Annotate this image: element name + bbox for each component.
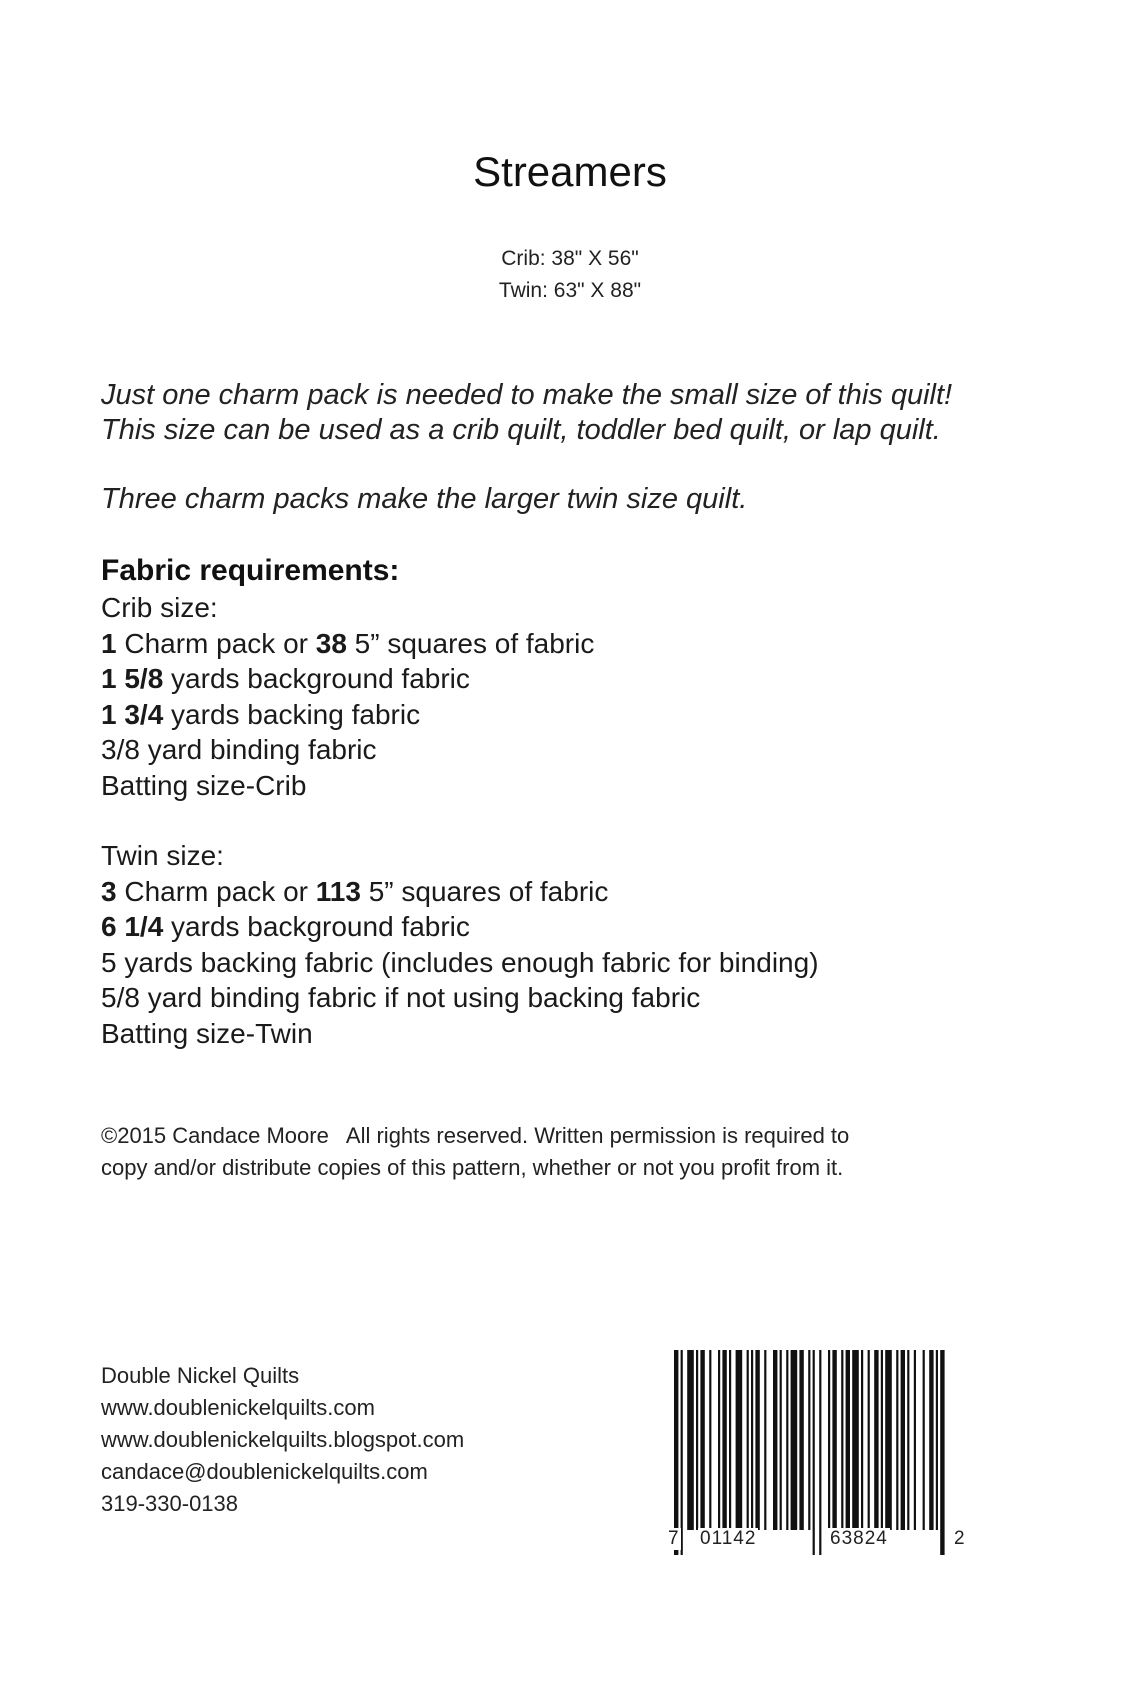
intro-line-1: Just one charm pack is needed to make the small size of this quilt! (101, 379, 953, 411)
barcode-bar (747, 1350, 749, 1530)
pattern-title: Streamers (473, 148, 667, 195)
barcode-bar (773, 1350, 777, 1530)
barcode-bar (936, 1350, 938, 1530)
list-item (101, 697, 1061, 733)
barcode-bar (786, 1350, 788, 1530)
barcode-number (668, 1528, 965, 1558)
barcode-bar (729, 1350, 731, 1530)
barcode-bar (868, 1350, 870, 1530)
item-text: Charm pack or (116, 627, 316, 659)
barcode-bar (687, 1350, 694, 1530)
intro-paragraph-1 (101, 378, 1061, 448)
barcode-bar (736, 1350, 743, 1530)
barcode-bar (881, 1350, 883, 1530)
copyright-line-2: copy and/or distribute copies of this pattern, whether or not you profit from it. (101, 1155, 844, 1180)
list-item (101, 626, 1061, 662)
barcode-bar (923, 1350, 925, 1530)
twin-size-label: Twin size: (101, 840, 224, 871)
company-name: Double Nickel Quilts (101, 1363, 300, 1388)
copyright-line-1: ©2015 Candace Moore All rights reserved. Written permission is required to (101, 1123, 850, 1148)
list-item: Batting size-Crib (101, 769, 307, 801)
quantity: 38 (315, 627, 347, 659)
crib-size-label: Crib size: (101, 592, 218, 623)
barcode-bar (674, 1350, 678, 1555)
barcode-bar (791, 1350, 798, 1530)
barcode-bar (755, 1350, 759, 1530)
barcode-bar (819, 1350, 821, 1555)
barcode-bar (808, 1350, 810, 1530)
barcode-bar (696, 1350, 698, 1530)
barcode-trailing-digit: 2 (954, 1528, 965, 1549)
barcode-bar (874, 1350, 878, 1530)
barcode-bar (940, 1350, 944, 1555)
barcode-leading-digit: 7 (668, 1528, 679, 1549)
barcode-bar (846, 1350, 850, 1530)
item-text: yards background fabric (163, 911, 470, 942)
list-item: 3/8 yard binding fabric (101, 734, 377, 765)
intro-paragraph-2: Three charm packs make the larger twin size quilt. (101, 483, 748, 515)
twin-dimensions: Twin: 63" X 88" (498, 279, 642, 302)
quantity: 6 1/4 (101, 911, 164, 942)
list-item (101, 909, 1061, 945)
list-item (101, 661, 1061, 697)
barcode-bar (885, 1350, 892, 1530)
barcode-bar (896, 1350, 898, 1530)
list-item: 5 yards backing fabric (includes enough fabric for binding) (101, 946, 819, 978)
barcode-bar (929, 1350, 933, 1530)
barcode-bar (764, 1350, 766, 1530)
quantity: 1 5/8 (101, 663, 164, 694)
quilt-sizes (0, 243, 1140, 307)
barcode-bar (841, 1350, 843, 1530)
contact-info (101, 1360, 464, 1520)
barcode-bar (852, 1350, 859, 1530)
intro-text (101, 378, 1061, 517)
item-text: yards backing fabric (163, 698, 421, 730)
crib-requirements (101, 590, 1061, 803)
quantity: 1 (101, 627, 117, 659)
barcode-bar (718, 1350, 720, 1530)
list-item: Batting size-Twin (101, 1017, 313, 1049)
barcode-bar (751, 1350, 753, 1530)
blog-link[interactable]: www.doublenickelquilts.blogspot.com (101, 1427, 465, 1452)
barcode-bar (907, 1350, 909, 1530)
barcode-bar (813, 1350, 815, 1555)
phone-number: 319-330-0138 (101, 1491, 239, 1516)
intro-line-2: This size can be used as a crib quilt, toddler bed quilt, or lap quilt. (101, 414, 941, 446)
barcode-bar (709, 1350, 711, 1530)
barcode-bar (914, 1350, 916, 1530)
barcode-bar (799, 1350, 803, 1530)
crib-dimensions: Crib: 38" X 56" (501, 247, 639, 270)
quantity: 3 (101, 875, 117, 907)
email-link[interactable]: candace@doublenickelquilts.com (101, 1459, 428, 1484)
barcode-group-1: 01142 (700, 1528, 757, 1549)
item-text: 5” squares of fabric (346, 627, 595, 659)
copyright-notice (101, 1120, 1061, 1184)
barcode-bar (722, 1350, 726, 1530)
barcode-bar (700, 1350, 704, 1530)
list-item (101, 874, 1061, 910)
list-item: 5/8 yard binding fabric if not using backing fabric (101, 982, 701, 1013)
barcode-icon (670, 1350, 960, 1555)
website-link[interactable]: www.doublenickelquilts.com (101, 1395, 375, 1420)
twin-requirements (101, 838, 1061, 1051)
item-text: 5” squares of fabric (360, 875, 609, 907)
barcode-bar (901, 1350, 905, 1530)
item-text: yards background fabric (163, 663, 470, 694)
barcode-bar (832, 1350, 836, 1530)
fabric-requirements-heading: Fabric requirements: (101, 554, 400, 587)
barcode-bar (861, 1350, 863, 1530)
barcode-bar (780, 1350, 782, 1530)
quantity: 113 (315, 875, 361, 907)
barcode-bar (828, 1350, 830, 1530)
barcode-bar (681, 1350, 683, 1555)
item-text: Charm pack or (116, 875, 316, 907)
barcode-group-2: 63824 (830, 1528, 888, 1549)
quantity: 1 3/4 (101, 698, 164, 730)
